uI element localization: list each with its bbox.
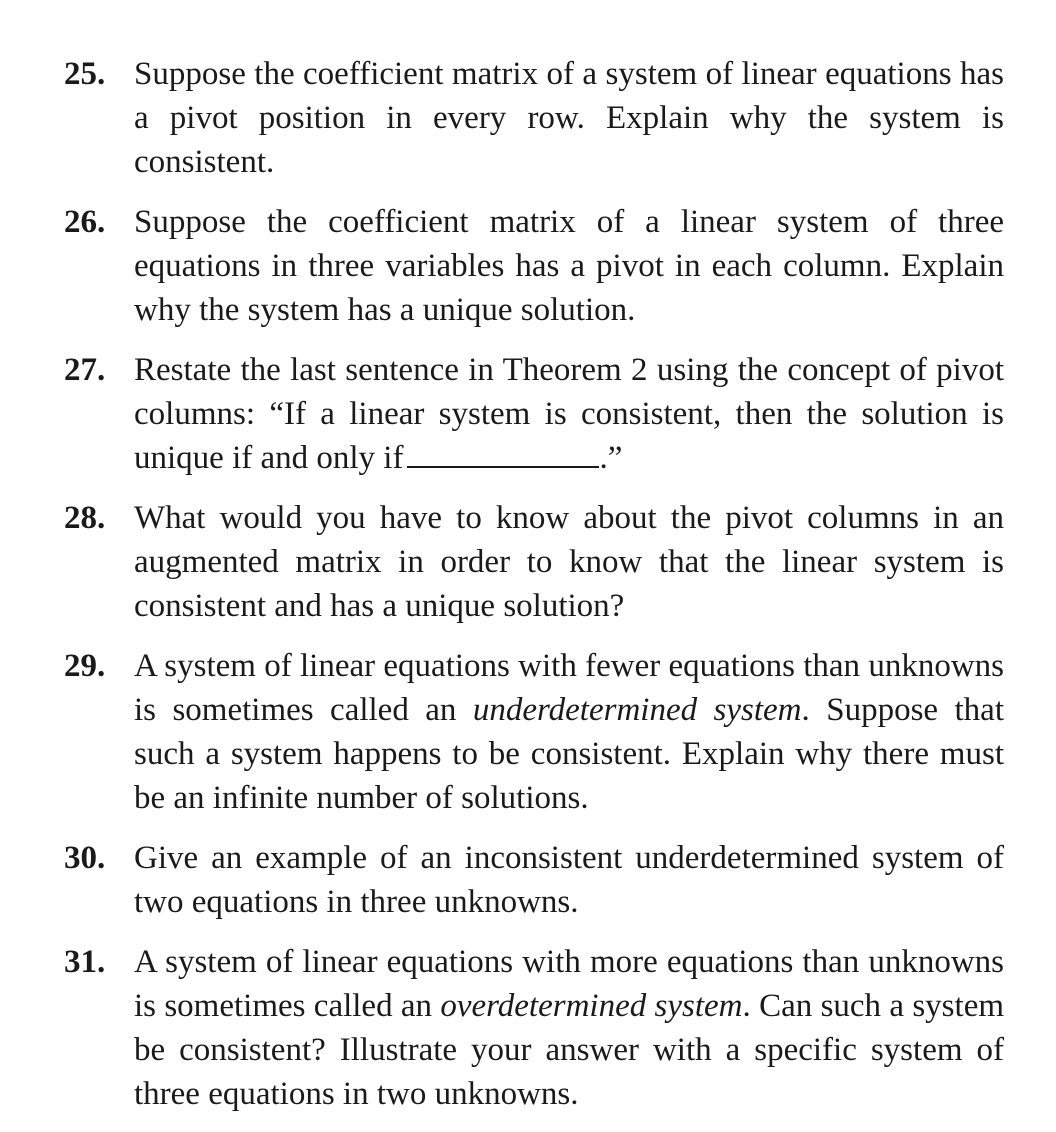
exercise-28 (64, 496, 1004, 628)
exercise-text: What would you have to know about the pivot columns in an augmented matrix in order to know that the linear system is consistent and has a unique solution? (134, 500, 1004, 624)
exercise-text (134, 644, 1004, 820)
exercise-text-before: Restate the last sentence in Theorem 2 using the concept of pivot columns: “If a linear system is consistent, then the solution is unique if and only if (134, 352, 1004, 476)
exercise-text-after: . Can such a system be consistent? Illustrate your answer with a specific system of three equations in two unknowns. (134, 988, 1005, 1112)
exercise-text: Suppose the coefficient matrix of a system of linear equations has a pivot position in every row. Explain why the system is consistent. (134, 56, 1004, 180)
exercise-number: 26. (64, 204, 106, 240)
exercise-number: 28. (64, 500, 106, 536)
defined-term: overdetermined system (440, 988, 743, 1024)
exercise-text-after: .” (599, 440, 623, 476)
exercise-number: 25. (64, 56, 106, 92)
exercise-31 (64, 940, 1004, 1116)
exercise-number: 27. (64, 352, 106, 388)
exercise-25 (64, 52, 1004, 184)
exercise-26 (64, 200, 1004, 332)
exercise-29 (64, 644, 1004, 820)
exercise-text-before: A system of linear equations with fewer equations than unknowns is sometimes called an (134, 648, 1004, 728)
exercise-number: 31. (64, 944, 106, 980)
exercise-text (134, 348, 1004, 480)
exercise-text (134, 940, 1004, 1116)
exercise-27 (64, 348, 1004, 480)
exercise-text-before: A system of linear equations with more equations than unknowns is sometimes called an (134, 944, 1004, 1024)
exercise-text-after: . Suppose that such a system happens to be consistent. Explain why there must be an infinite number of solutions. (134, 692, 1005, 816)
exercise-number: 29. (64, 648, 106, 684)
defined-term: underdetermined system (472, 692, 802, 728)
exercise-text: Suppose the coefficient matrix of a linear system of three equations in three variables has a pivot in each column. Explain why the system has a unique solution. (134, 204, 1004, 328)
exercise-30 (64, 836, 1004, 924)
exercise-text: Give an example of an inconsistent underdetermined system of two equations in three unknowns. (134, 840, 1004, 920)
exercise-list (64, 52, 1004, 1132)
exercise-number: 30. (64, 840, 106, 876)
answer-blank (407, 436, 599, 468)
